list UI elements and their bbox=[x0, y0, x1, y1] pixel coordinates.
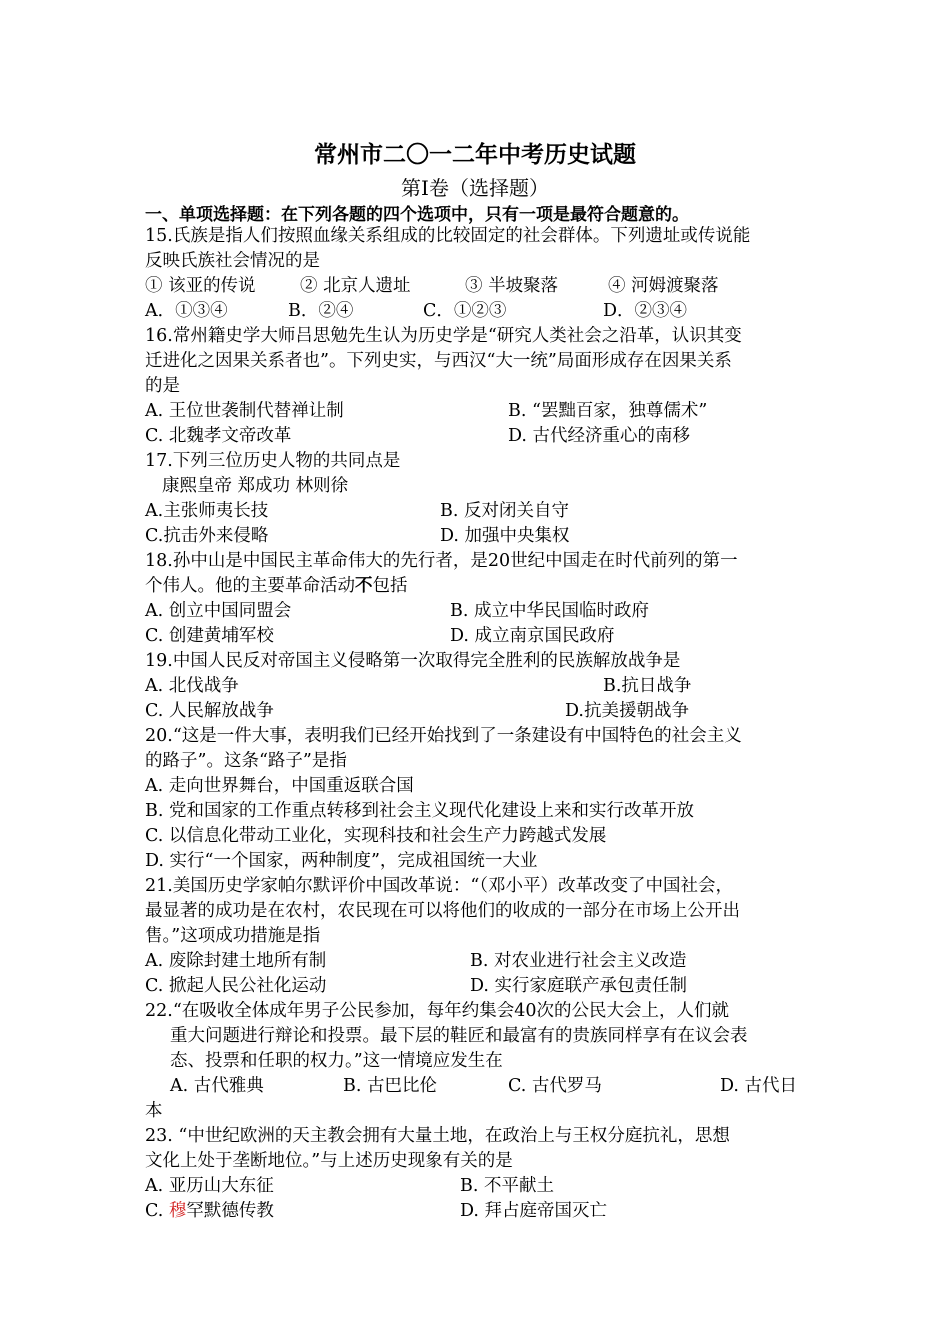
q18-stem-line1: 18.孙中山是中国民主革命伟大的先行者，是20世纪中国走在时代前列的第一 bbox=[145, 551, 738, 571]
q23-option-c-highlight: 穆 bbox=[168, 1201, 187, 1221]
q22-option-a: A. 古代雅典 bbox=[170, 1076, 264, 1096]
q18-option-d: D. 成立南京国民政府 bbox=[450, 626, 615, 646]
q16-option-c: C. 北魏孝文帝改革 bbox=[145, 426, 292, 446]
q17-option-b: B. 反对闭关自守 bbox=[440, 501, 569, 521]
q22-option-d: D. 古代日 bbox=[720, 1076, 798, 1096]
q23-option-b: B. 不平献土 bbox=[460, 1176, 554, 1196]
q16-option-a: A. 王位世袭制代替禅让制 bbox=[145, 401, 344, 421]
q20-stem-line1: 20.“这是一件大事，表明我们已经开始找到了一条建设有中国特色的社会主义 bbox=[145, 726, 742, 746]
q21-option-d: D. 实行家庭联产承包责任制 bbox=[470, 976, 688, 996]
q18-option-a: A. 创立中国同盟会 bbox=[145, 601, 292, 621]
q17-option-d: D. 加强中央集权 bbox=[440, 526, 570, 546]
q23-option-c bbox=[145, 1199, 274, 1224]
q19-option-a: A. 北伐战争 bbox=[145, 676, 239, 696]
q15-option-c: C．①②③ bbox=[423, 301, 507, 321]
q23-option-c-prefix: C. bbox=[145, 1201, 169, 1221]
q21-stem-line3: 售。”这项成功措施是指 bbox=[145, 926, 321, 946]
q22-stem-line2: 重大问题进行辩论和投票。最下层的鞋匠和最富有的贵族同样享有在议会表 bbox=[170, 1026, 748, 1046]
q16-stem-line2: 迁进化之因果关系者也”。下列史实，与西汉“大一统”局面形成存在因果关系 bbox=[145, 351, 732, 371]
q16-stem-line3: 的是 bbox=[145, 376, 180, 396]
q18-stem-text: 个伟人。他的主要革命活动 bbox=[145, 576, 355, 596]
q15-stem-line2: 反映氏族社会情况的是 bbox=[145, 251, 320, 271]
q17-option-c: C.抗击外来侵略 bbox=[145, 526, 269, 546]
q19-stem-line1: 19.中国人民反对帝国主义侵略第一次取得完全胜利的民族解放战争是 bbox=[145, 651, 681, 671]
q20-option-b: B. 党和国家的工作重点转移到社会主义现代化建设上来和实行改革开放 bbox=[145, 801, 694, 821]
q19-option-b: B.抗日战争 bbox=[603, 676, 692, 696]
q22-option-b: B. 古巴比伦 bbox=[343, 1076, 437, 1096]
q21-option-c: C. 掀起人民公社化运动 bbox=[145, 976, 327, 996]
q15-item-3: ③ 半坡聚落 bbox=[465, 276, 559, 296]
q16-option-d: D. 古代经济重心的南移 bbox=[508, 426, 691, 446]
q22-option-c: C. 古代罗马 bbox=[508, 1076, 602, 1096]
q21-stem-line1: 21.美国历史学家帕尔默评价中国改革说：“（邓小平）改革改变了中国社会， bbox=[145, 876, 734, 896]
q18-option-c: C. 创建黄埔军校 bbox=[145, 626, 274, 646]
q21-stem-line2: 最显著的成功是在农村，农民现在可以将他们的收成的一部分在市场上公开出 bbox=[145, 901, 740, 921]
q18-emphasis-not: 不 bbox=[355, 576, 373, 596]
q22-stem-line3: 态、投票和任职的权力。”这一情境应发生在 bbox=[170, 1051, 503, 1071]
q23-option-a: A. 亚历山大东征 bbox=[145, 1176, 274, 1196]
q23-option-d: D. 拜占庭帝国灭亡 bbox=[460, 1201, 608, 1221]
q20-option-a: A. 走向世界舞台，中国重返联合国 bbox=[145, 776, 414, 796]
q15-option-a: A．①③④ bbox=[145, 301, 228, 321]
q17-option-a: A.主张师夷长技 bbox=[145, 501, 269, 521]
q15-item-4: ④ 河姆渡聚落 bbox=[608, 276, 719, 296]
q23-option-c-rest: 罕默德传教 bbox=[186, 1201, 274, 1221]
q21-option-b: B. 对农业进行社会主义改造 bbox=[470, 951, 687, 971]
q15-option-b: B．②④ bbox=[288, 301, 354, 321]
q21-option-a: A. 废除封建土地所有制 bbox=[145, 951, 327, 971]
q17-stem-line1: 17.下列三位历史人物的共同点是 bbox=[145, 451, 401, 471]
q18-option-b: B. 成立中华民国临时政府 bbox=[450, 601, 649, 621]
page-title: 常州市二〇一二年中考历史试题 bbox=[314, 142, 636, 168]
q23-stem-line2: 文化上处于垄断地位。”与上述历史现象有关的是 bbox=[145, 1151, 513, 1171]
q16-option-b: B. “罢黜百家，独尊儒术” bbox=[508, 401, 708, 421]
instructions: 一、单项选择题：在下列各题的四个选项中，只有一项是最符合题意的。 bbox=[145, 205, 689, 225]
q18-stem-line2 bbox=[145, 574, 408, 599]
q20-stem-line2: 的路子”。这条“路子”是指 bbox=[145, 751, 347, 771]
q22-stem-line1: 22.“在吸收全体成年男子公民参加，每年约集会40次的公民大会上，人们就 bbox=[145, 1001, 730, 1021]
q22-option-d-wrap: 本 bbox=[145, 1101, 163, 1121]
q20-option-c: C. 以信息化带动工业化，实现科技和社会生产力跨越式发展 bbox=[145, 826, 607, 846]
q23-stem-line1: 23. “中世纪欧洲的天主教会拥有大量土地，在政治上与王权分庭抗礼，思想 bbox=[145, 1126, 730, 1146]
q17-stem-line2: 康熙皇帝 郑成功 林则徐 bbox=[162, 476, 349, 496]
q15-stem-line1: 15.氏族是指人们按照血缘关系组成的比较固定的社会群体。下列遗址或传说能 bbox=[145, 226, 751, 246]
section-subtitle: 第Ⅰ卷（选择题） bbox=[401, 176, 549, 200]
q15-item-2: ② 北京人遗址 bbox=[300, 276, 411, 296]
q19-option-d: D.抗美援朝战争 bbox=[565, 701, 689, 721]
q19-option-c: C. 人民解放战争 bbox=[145, 701, 274, 721]
q15-item-1: ① 该亚的传说 bbox=[145, 276, 256, 296]
q20-option-d: D. 实行“一个国家，两种制度”，完成祖国统一大业 bbox=[145, 851, 538, 871]
q18-stem-tail: 包括 bbox=[372, 576, 408, 596]
q15-option-d: D．②③④ bbox=[603, 301, 688, 321]
q16-stem-line1: 16.常州籍史学大师吕思勉先生认为历史学是“研究人类社会之沿革，认识其变 bbox=[145, 326, 742, 346]
